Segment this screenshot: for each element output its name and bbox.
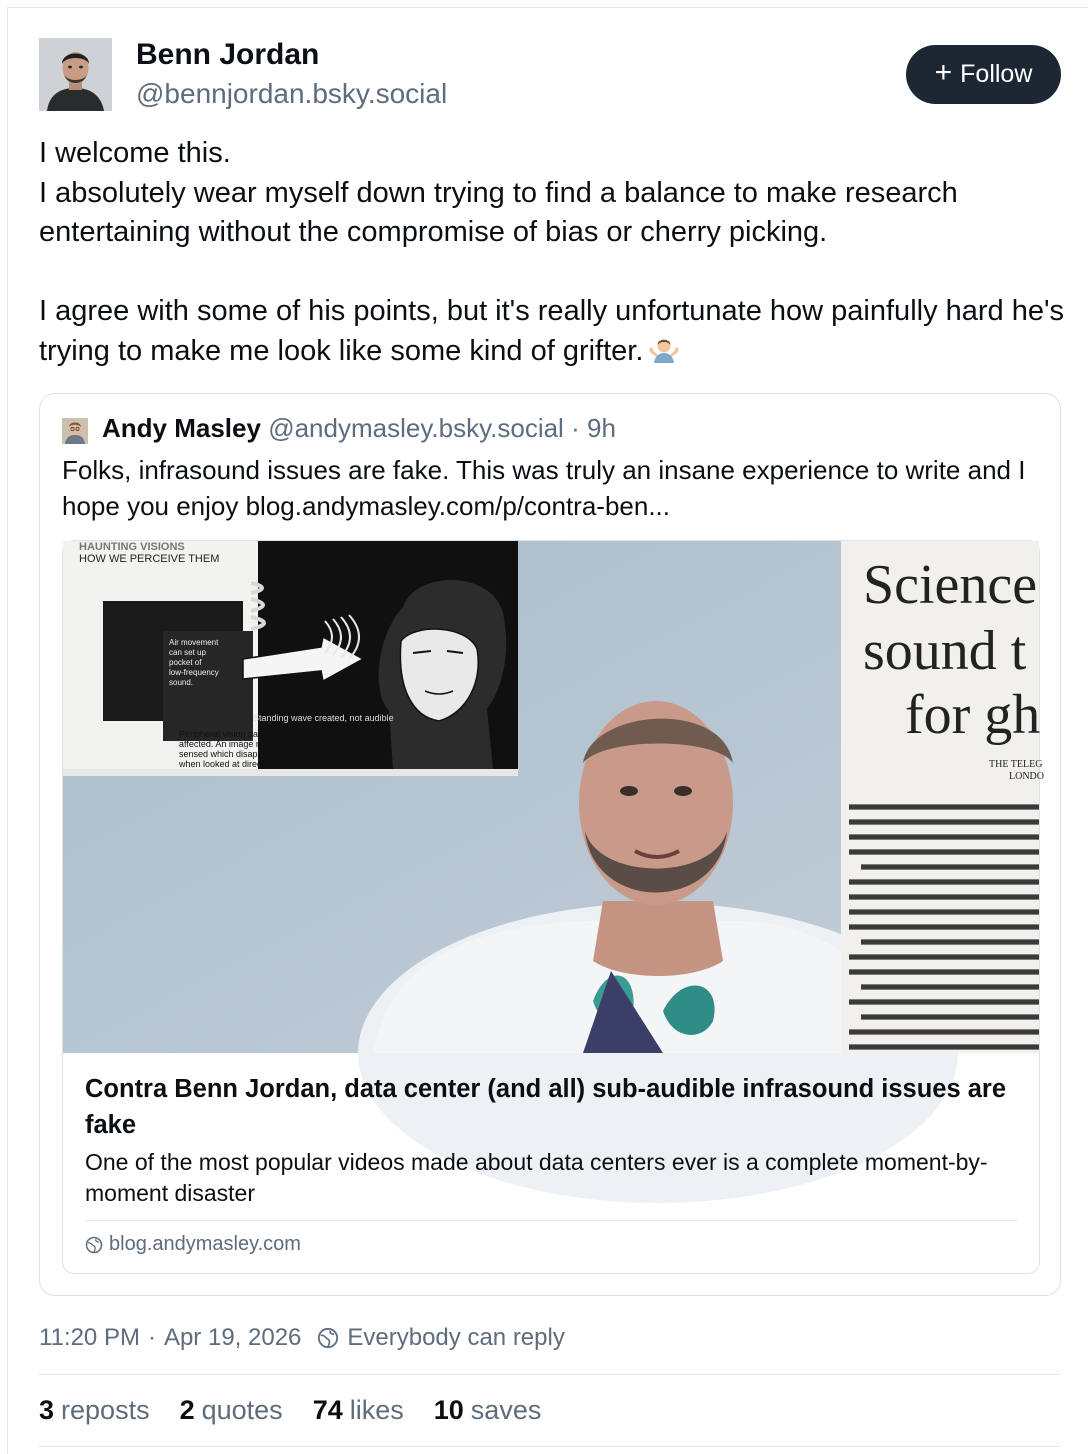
follow-button[interactable] — [906, 45, 1061, 104]
reposts-count[interactable]: 3 reposts — [39, 1395, 150, 1425]
globe-icon — [85, 1236, 103, 1254]
svg-text:low-frequency: low-frequency — [169, 668, 219, 677]
link-title[interactable]: Contra Benn Jordan, data center (and all) sub-audible infrasound issues are fake — [85, 1075, 1007, 1139]
author-name[interactable]: Benn Jordan — [136, 38, 320, 71]
quoted-post-card[interactable] — [39, 393, 1061, 1296]
link-domain: blog.andymasley.com — [109, 1233, 301, 1255]
inset-caption: HAUNTING VISIONS — [79, 541, 185, 553]
divider — [39, 1446, 1060, 1447]
link-domain-row — [85, 1233, 301, 1256]
quoted-post-text: Folks, infrasound issues are fake. This was truly an insane experience to write and I hope you enjoy blog.andymasley.com/p/contra-ben... — [62, 455, 1026, 521]
newspaper-byline-1: THE TELEG — [989, 759, 1043, 770]
divider — [39, 1374, 1060, 1375]
meta-separator: · — [147, 1324, 156, 1351]
link-preview-card[interactable] — [62, 540, 1044, 1274]
svg-text:when looked at directly.: when looked at directly. — [179, 759, 273, 769]
svg-text:can set up: can set up — [169, 648, 206, 657]
link-thumbnail — [63, 541, 1044, 1053]
globe-icon — [317, 1327, 339, 1349]
likes-count[interactable]: 74 likes — [312, 1395, 404, 1425]
inset-subcaption: HOW WE PERCEIVE THEM — [79, 553, 220, 565]
post-body — [39, 134, 1069, 375]
post-line-3 — [39, 292, 1069, 375]
plus-icon: + — [934, 56, 953, 89]
svg-text:affected. An image may be: affected. An image may be — [179, 739, 286, 749]
quoted-post-header — [102, 413, 616, 444]
post-meta — [39, 1324, 565, 1352]
svg-text:pocket of: pocket of — [169, 658, 202, 667]
svg-text:sound.: sound. — [169, 678, 194, 687]
quoted-author-handle[interactable]: @andymasley.bsky.social — [268, 413, 564, 443]
post-line-2: I absolutely wear myself down trying to find a balance to make research entertaining without the compromise of bias or cherry picking. — [39, 176, 958, 248]
reply-setting[interactable] — [317, 1324, 564, 1352]
svg-text:Peripheral vision particularly: Peripheral vision particularly — [179, 729, 292, 739]
quoted-post-time[interactable]: 9h — [586, 413, 616, 443]
post-date: Apr 19, 2026 — [163, 1324, 302, 1351]
link-divider — [85, 1220, 1017, 1221]
quotes-count[interactable]: 2 quotes — [179, 1395, 283, 1425]
follow-label: Follow — [960, 60, 1033, 88]
author-avatar[interactable] — [39, 38, 112, 111]
post-stats — [39, 1395, 571, 1426]
quoted-author-avatar[interactable] — [62, 418, 88, 444]
reply-setting-label: Everybody can reply — [347, 1324, 565, 1351]
newspaper-byline-2: LONDO — [1009, 771, 1044, 782]
top-divider — [8, 7, 1088, 8]
svg-text:Standing wave created, not aud: Standing wave created, not audible — [253, 713, 394, 723]
svg-text:Air movement: Air movement — [169, 638, 219, 647]
newspaper-headline-3: for gh — [905, 684, 1041, 746]
post-time: 11:20 PM — [39, 1324, 140, 1351]
newspaper-headline-1: Science — [863, 554, 1038, 616]
svg-text:sensed which disappears: sensed which disappears — [179, 749, 281, 759]
author-handle[interactable]: @bennjordan.bsky.social — [136, 78, 448, 109]
newspaper-headline-2: sound t — [863, 620, 1027, 682]
post-line-1: I welcome this. — [39, 137, 231, 169]
quoted-author-name[interactable]: Andy Masley — [102, 413, 261, 443]
header-separator: · — [571, 413, 580, 443]
person-shrugging-emoji — [649, 334, 679, 376]
saves-count[interactable]: 10 saves — [433, 1395, 542, 1425]
left-divider — [7, 7, 8, 1454]
link-description: One of the most popular videos made about data centers ever is a complete moment-by-moment disaster — [85, 1149, 988, 1206]
post-line-3-text: I agree with some of his points, but it's really unfortunate how painfully hard he's trying to make me look like some kind of grifter. — [39, 295, 1065, 367]
